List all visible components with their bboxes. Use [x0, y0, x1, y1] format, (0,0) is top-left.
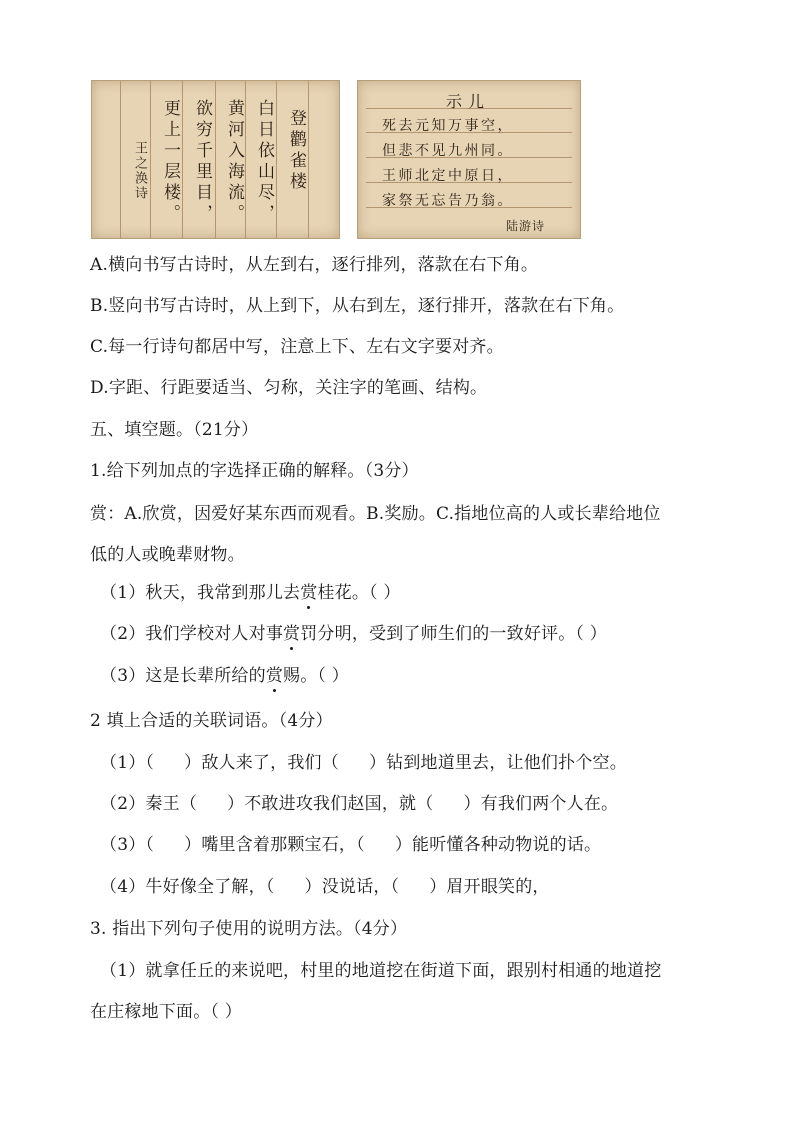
definition-line-2: 低的人或晚辈财物。	[90, 545, 245, 565]
definition-line-1: 赏：A.欣赏，因爱好某东西而观看。B.奖励。C.指地位高的人或长辈给地位	[90, 504, 661, 524]
question-2-title: 2 填上合适的关联词语。（4分）	[90, 711, 333, 731]
option-a: A.横向书写古诗时，从左到右，逐行排列，落款在右下角。	[90, 255, 539, 275]
dotted-char: 赏	[300, 583, 318, 603]
dotted-char: 赏	[283, 624, 301, 644]
poem-signature: 王之涣诗	[132, 141, 147, 201]
q1-item-2: （2）我们学校对人对事赏罚分明，受到了师生们的一致好评。（ ）	[100, 624, 607, 644]
q1-item-3: （3）这是长辈所给的赏赐。（ ）	[100, 666, 349, 686]
option-d: D.字距、行距要适当、匀称，关注字的笔画、结构。	[90, 378, 488, 398]
poem-line-4: 更上一层楼。	[160, 99, 180, 225]
q2-item-1: （1）（ ）敌人来了，我们（ ）钻到地道里去，让他们扑个空。	[100, 753, 627, 773]
section-heading: 五、填空题。（21分）	[90, 420, 259, 440]
option-c: C.每一行诗句都居中写，注意上下、左右文字要对齐。	[90, 337, 504, 357]
q2-item-4: （4）牛好像全了解，（ ）没说话，（ ）眉开眼笑的，	[100, 877, 550, 897]
q2-item-3: （3）（ ）嘴里含着那颗宝石，（ ）能听懂各种动物说的话。	[100, 835, 602, 855]
question-3-title: 3. 指出下列句子使用的说明方法。（4分）	[90, 919, 408, 939]
option-b: B.竖向书写古诗时，从上到下，从右到左，逐行排开，落款在右下角。	[90, 296, 625, 316]
question-1-title: 1.给下列加点的字选择正确的解释。（3分）	[90, 461, 419, 481]
poem-line-3: 王师北定中原日，	[382, 168, 514, 184]
dotted-char: 赏	[265, 666, 284, 686]
poem-title: 示儿	[446, 92, 491, 111]
horizontal-poem-image	[357, 80, 581, 239]
q3-item-1-line-2: 在庄稼地下面。（ ）	[90, 1002, 242, 1022]
poem-line-3: 欲穷千里目，	[192, 99, 212, 225]
poem-line-2: 黄河入海流。	[224, 99, 244, 225]
q2-item-2: （2）秦王（ ）不敢进攻我们赵国，就（ ）有我们两个人在。	[100, 794, 619, 814]
vertical-poem-image	[91, 80, 340, 239]
q1-item-1: （1）秋天，我常到那儿去赏桂花。（ ）	[100, 583, 401, 603]
poem-line-1: 白日依山尽，	[254, 99, 274, 225]
poem-title: 登鹳雀楼	[286, 109, 306, 193]
poem-line-1: 死去元知万事空，	[382, 118, 514, 134]
poem-line-4: 家祭无忘告乃翁。	[382, 193, 514, 209]
q3-item-1-line-1: （1）就拿任丘的来说吧，村里的地道挖在街道下面，跟别村相通的地道挖	[100, 961, 662, 981]
poem-line-2: 但悲不见九州同。	[382, 143, 514, 159]
poem-signature: 陆游诗	[506, 219, 546, 233]
